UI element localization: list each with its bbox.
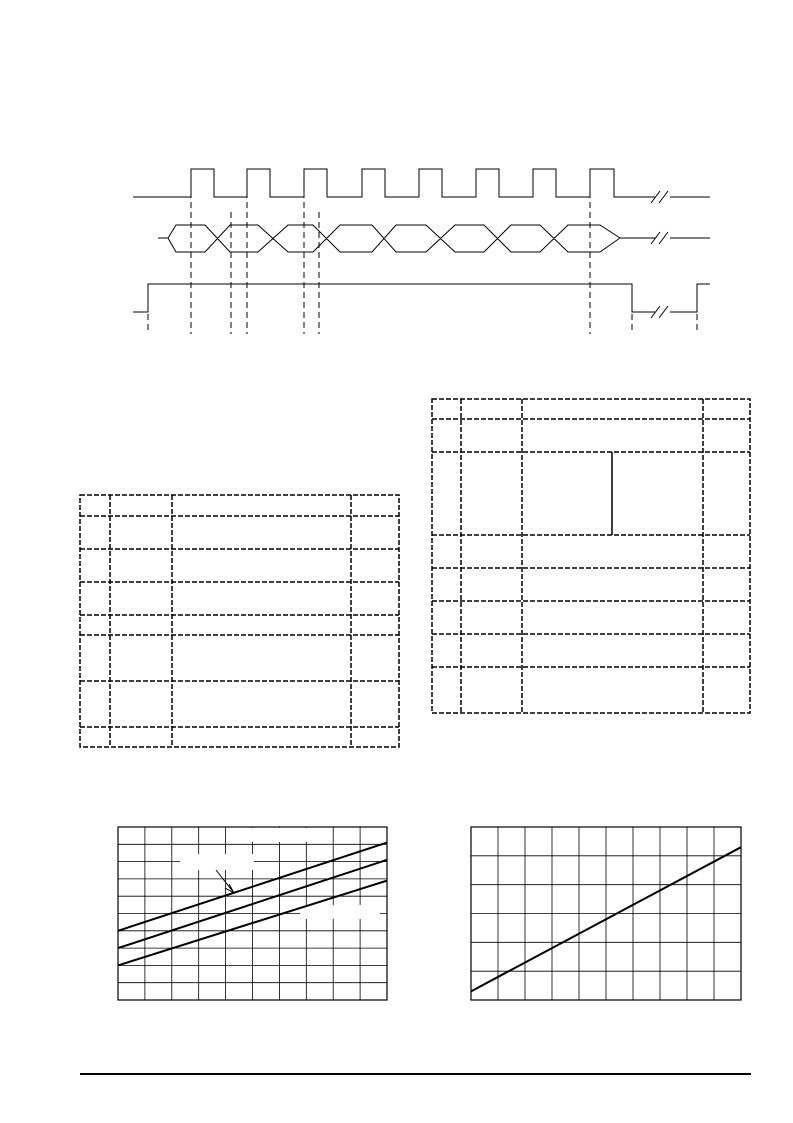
footer-rule <box>80 1073 751 1075</box>
chart-right-grid <box>471 827 741 1000</box>
